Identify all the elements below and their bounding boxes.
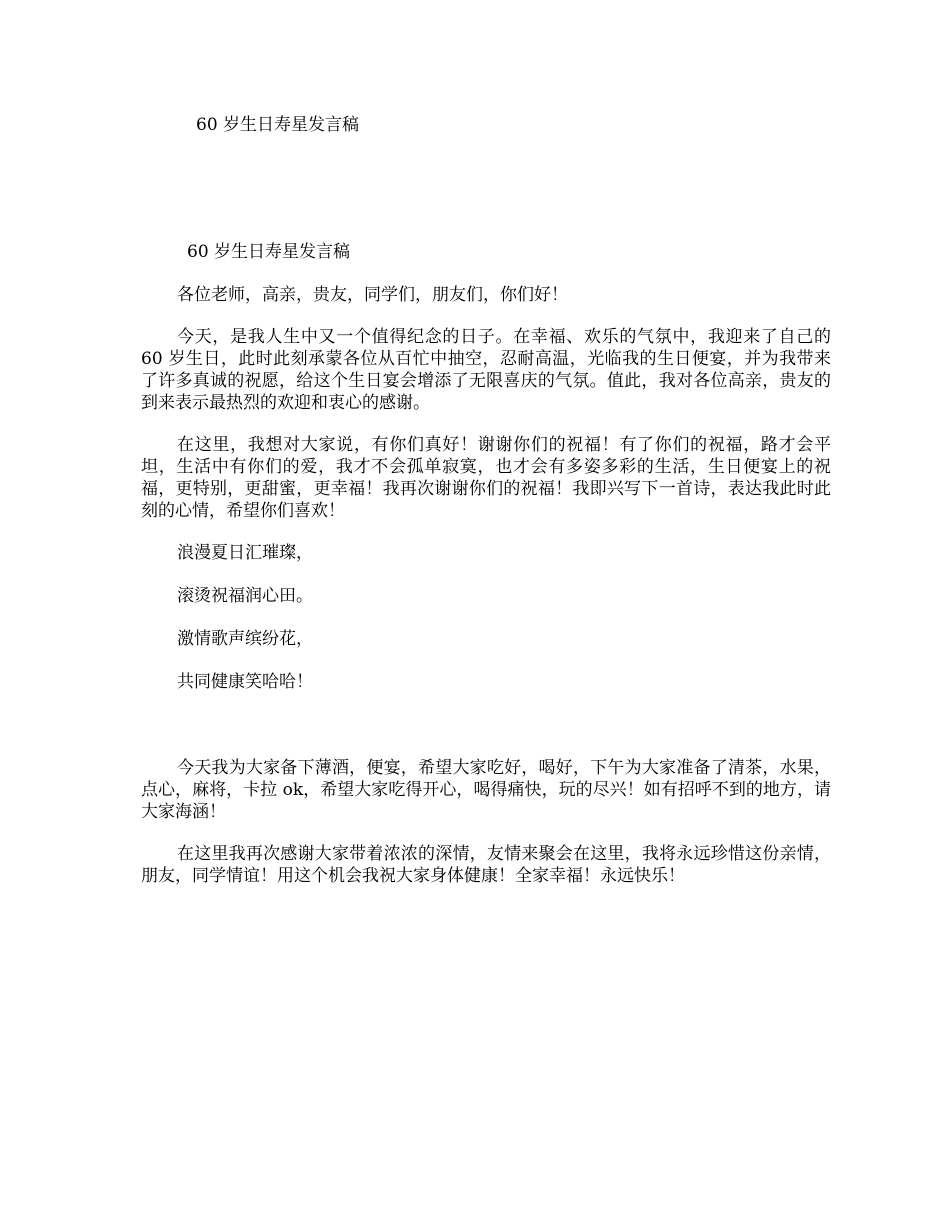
poem-line-3: 激情歌声缤纷花， bbox=[177, 629, 313, 649]
greeting-paragraph: 各位老师，高亲，贵友，同学们，朋友们，你们好！ bbox=[177, 285, 568, 305]
closing-paragraph: 在这里我再次感谢大家带着浓浓的深情，友情来聚会在这里，我将永远珍惜这份亲情，朋友，同学情谊！用这个机会我祝大家身体健康！全家幸福！永远快乐！ bbox=[141, 844, 831, 886]
poem-line-4: 共同健康笑哈哈！ bbox=[177, 672, 313, 692]
document-body bbox=[141, 241, 831, 907]
poem-line-1: 浪漫夏日汇璀璨， bbox=[177, 543, 313, 563]
document-subtitle: 60 岁生日寿星发言稿 bbox=[187, 242, 351, 262]
thanks-paragraph: 在这里，我想对大家说，有你们真好！谢谢你们的祝福！有了你们的祝福，路才会平坦，生活中有你们的爱，我才不会孤单寂寞，也才会有多姿多彩的生活，生日便宴上的祝福，更特别，更甜蜜，更幸福！我再次谢谢你们的祝福！我即兴写下一首诗，表达我此时此刻的心情，希望你们喜欢！ bbox=[141, 435, 831, 521]
arrangements-paragraph: 今天我为大家备下薄酒，便宴，希望大家吃好，喝好，下午为大家准备了清茶，水果，点心，麻将，卡拉 ok，希望大家吃得开心，喝得痛快，玩的尽兴！如有招呼不到的地方，请大家海涵！ bbox=[141, 758, 831, 822]
opening-paragraph: 今天，是我人生中又一个值得纪念的日子。在幸福、欢乐的气氛中，我迎来了自己的 60 岁生日，此时此刻承蒙各位从百忙中抽空，忍耐高温，光临我的生日便宴，并为我带来了许多真诚的祝愿，给这个生日宴会增添了无限喜庆的气氛。值此，我对各位高亲，贵友的到来表示最热烈的欢迎和衷心的感谢。 bbox=[141, 327, 831, 413]
poem-line-2: 滚烫祝福润心田。 bbox=[177, 586, 313, 606]
document-title: 60 岁生日寿星发言稿 bbox=[196, 115, 360, 135]
